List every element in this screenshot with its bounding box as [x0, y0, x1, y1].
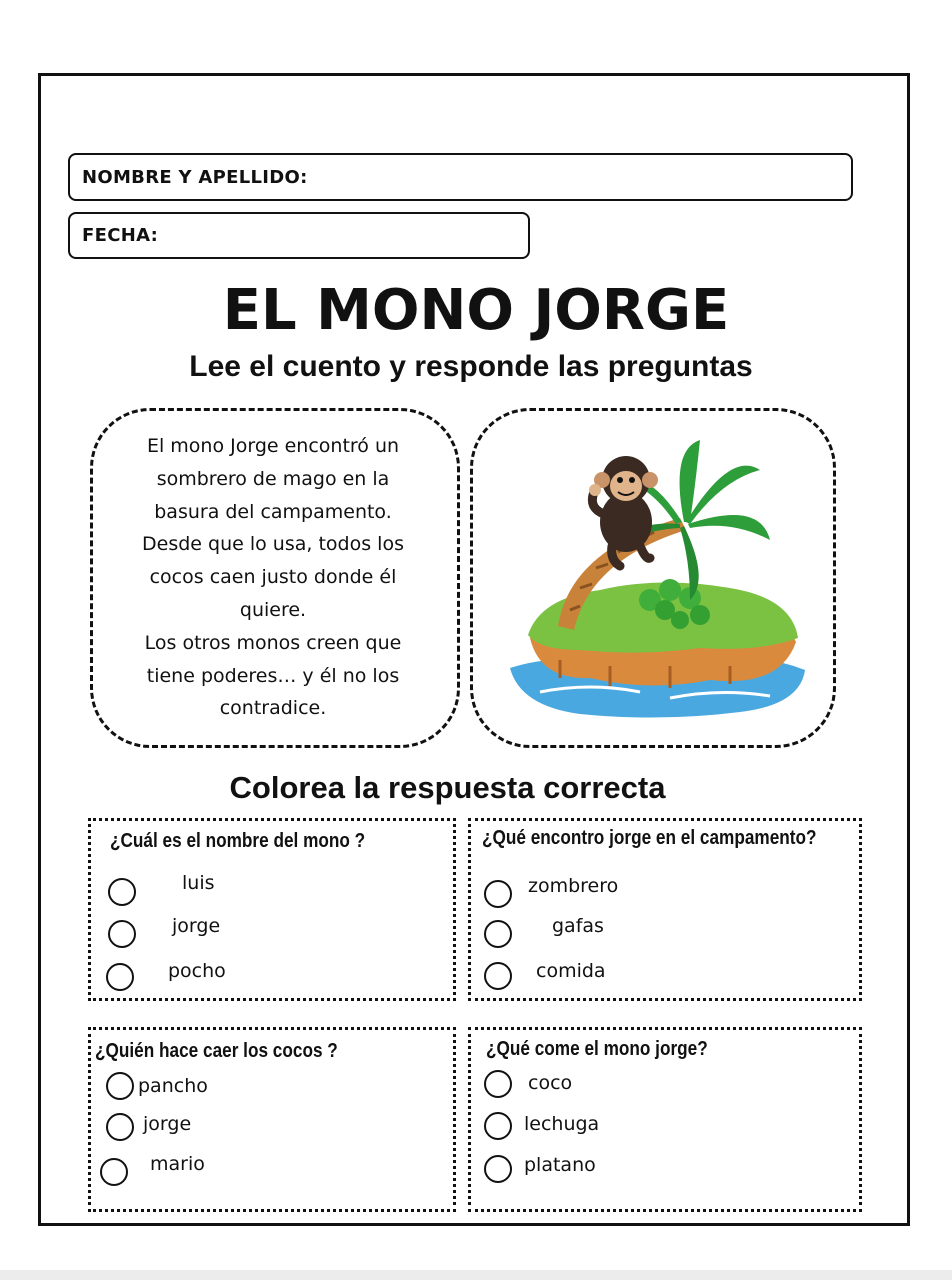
story-text [118, 430, 428, 725]
question-2-text: ¿Qué encontro jorge en el campamento? [482, 827, 817, 849]
section-title: Colorea la respuesta correcta [229, 770, 666, 805]
option-label: zombrero [528, 875, 619, 897]
option-label: gafas [552, 915, 604, 937]
option-radio[interactable] [484, 962, 512, 990]
story-line: sombrero de mago en la [156, 467, 390, 490]
story-line: Los otros monos creen que [144, 631, 402, 654]
option-radio[interactable] [106, 963, 134, 991]
bottom-strip [0, 1270, 952, 1280]
monkey-eye [629, 477, 635, 483]
name-field[interactable] [68, 153, 853, 201]
date-label: FECHA: [82, 225, 159, 246]
name-label: NOMBRE Y APELLIDO: [82, 166, 308, 188]
option-radio[interactable] [484, 1070, 512, 1098]
option-radio[interactable] [106, 1072, 134, 1100]
option-radio[interactable] [108, 878, 136, 906]
option-radio[interactable] [484, 1155, 512, 1183]
question-4-text: ¿Qué come el mono jorge? [486, 1038, 708, 1060]
story-line: basura del campamento. [154, 500, 392, 523]
story-line: tiene poderes… y él no los [146, 664, 400, 687]
option-label: luis [182, 872, 215, 894]
monkey-eye [617, 477, 623, 483]
option-radio[interactable] [484, 1112, 512, 1140]
option-radio[interactable] [100, 1158, 128, 1186]
option-label: coco [528, 1072, 573, 1094]
coconut [690, 605, 710, 625]
option-radio[interactable] [484, 920, 512, 948]
monkey-ear [642, 472, 658, 488]
option-radio[interactable] [484, 880, 512, 908]
question-1-text: ¿Cuál es el nombre del mono ? [110, 830, 366, 852]
coconut [671, 611, 689, 629]
option-radio[interactable] [108, 920, 136, 948]
option-label: comida [536, 960, 606, 982]
option-label: lechuga [524, 1113, 600, 1135]
page-subtitle: Lee el cuento y responde las preguntas [189, 350, 753, 383]
option-label: pancho [138, 1075, 208, 1097]
story-line: El mono Jorge encontró un [146, 435, 400, 457]
option-label: mario [150, 1153, 205, 1175]
monkey-island-illustration [500, 430, 810, 730]
story-line: cocos caen justo donde él [149, 566, 397, 589]
option-label: platano [524, 1154, 596, 1176]
monkey-hand [589, 484, 601, 496]
monkey-face [610, 471, 642, 501]
coconut [659, 579, 681, 601]
option-label: jorge [172, 915, 221, 937]
story-line: Desde que lo usa, todos los [142, 533, 404, 556]
date-field[interactable] [68, 212, 530, 259]
option-radio[interactable] [106, 1113, 134, 1141]
story-line: quiere. [239, 598, 307, 621]
option-label: jorge [143, 1113, 192, 1135]
page-title: EL MONO JORGE [222, 278, 730, 343]
question-3-text: ¿Quién hace caer los cocos ? [95, 1040, 338, 1062]
palm-leaf [686, 466, 760, 524]
story-line: contradice. [219, 697, 327, 720]
palm-leaf [688, 515, 770, 540]
option-label: pocho [168, 960, 226, 982]
